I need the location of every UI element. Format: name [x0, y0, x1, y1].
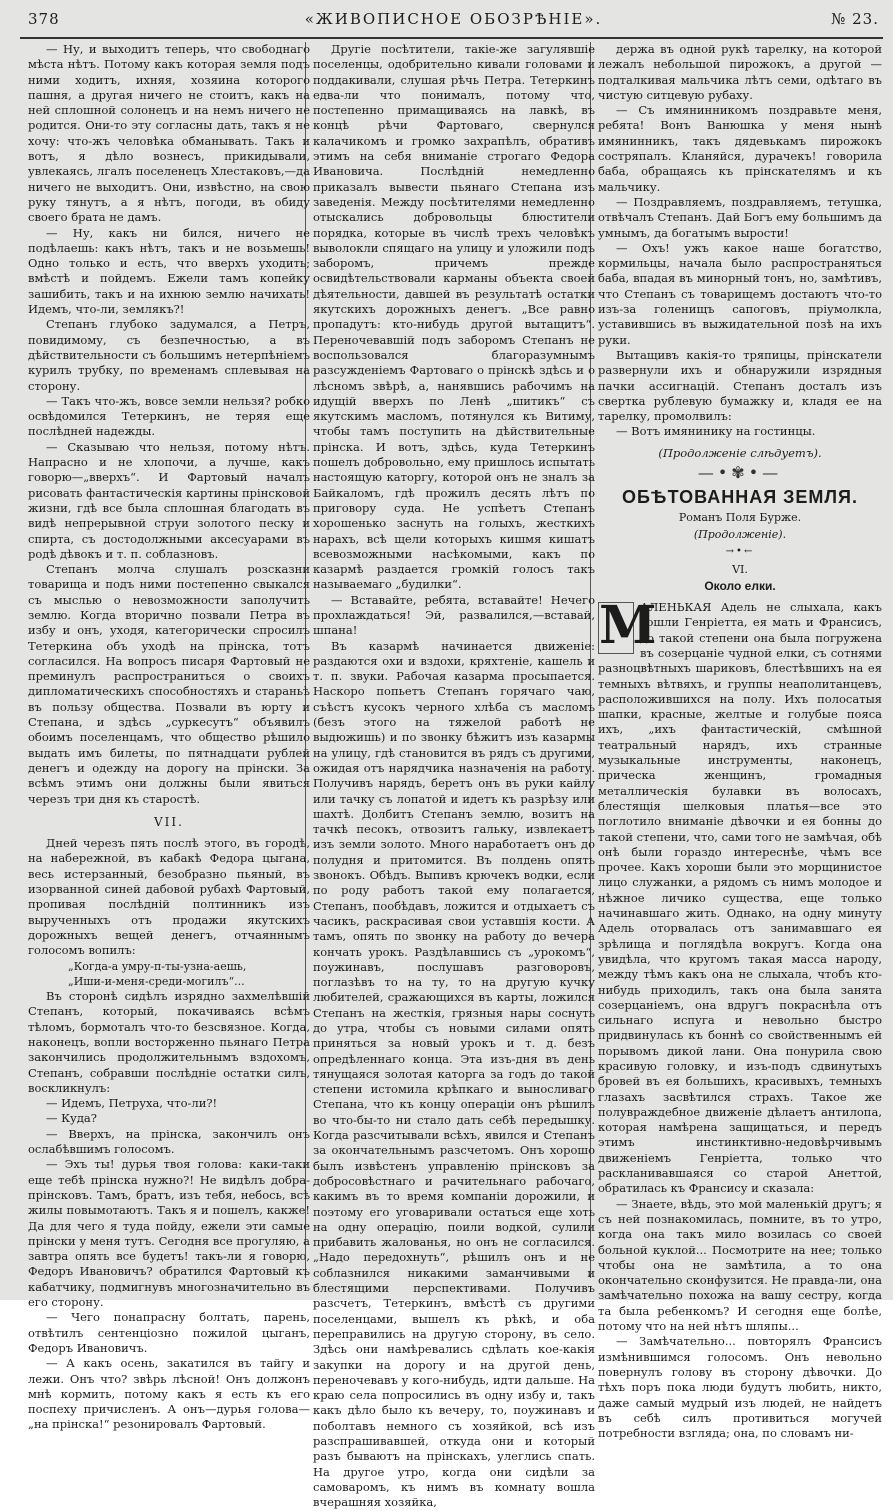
first-word: АЛЕНЬКАЯ: [640, 600, 712, 615]
paragraph: — Ну, и выходитъ теперь, что свободнаго мѣста нѣтъ. Потому какъ которая земля подъ ними ходитъ, ихняя, хозяина которого пашня, а другая ничего не стоитъ, какъ на ней сплошной солонецъ и на немъ ничего не родится. Они-то эту согласны дать, такъ я не хочу: что-жъ человѣка обманывать. Такъ и вотъ, я дѣло вознесъ, прикидывали, увлекаясь, лгалъ поселенецъ Хлестаковъ,—да ничего не выходитъ. Они, извѣстно, на свою руку тянутъ, а я нѣтъ, погоди, въ обиду своего брата не дамъ.: [28, 42, 310, 225]
to-be-continued: (Продолженіе слѣдуетъ).: [658, 445, 822, 460]
paragraph: — Куда?: [46, 1111, 97, 1126]
paragraph: — Такъ что-жъ, вовсе земли нельзя? робко освѣдомился Тетеркинъ, не теряя еще послѣдней надежды.: [28, 393, 310, 439]
novel-first-paragraph: [598, 595, 882, 1197]
paragraph: — Знаете, вѣдь, это мой маленькій другъ; я съ ней познакомилась, помните, въ то утро, когда она такъ мило возилась со своей больной куклой... Посмотрите на нее; только чтобы она не замѣтила, а то она окончательно сконфузится. Не правда-ли, она замѣчательно похожа на вашу сестру, когда та была ребенкомъ? И сегодня еще болѣе, потому что на ней нѣтъ шляпы...: [598, 1196, 882, 1334]
page-number: 378: [28, 10, 60, 28]
column-3: [598, 42, 882, 1441]
paragraph: — Замѣчательно... повторялъ Франсисъ измѣнившимся голосомъ. Онъ невольно повернулъ голову въ сторону дѣвочки. До тѣхъ поръ пока люди будутъ любить, никто, даже самый мудрый изъ людей, не найдетъ въ себѣ силъ противиться могучей потребности взгляда; она, по словамъ ни-: [598, 1334, 882, 1441]
first-paragraph-text: Адель не слыхала, какъ вошли Генріетта, ея мать и Франсисъ, до такой степени она была погружена въ созерцаніе чудной елки, съ сотнями разноцвѣтныхъ шариковъ, блестѣвшихъ на ея темныхъ вѣтвяхъ, и группы неаполитанцевъ, расположившихся на полу. Ихъ полосатыя шапки, красные, желтые и голубые пояса ихъ, „ихъ фантастическій, смѣшной театральный нарядъ, ихъ странные музыкальные инструменты, наконецъ, прическа женщинъ, громадныя металлическія булавки въ волосахъ, блестящія шелковыя платья—все это поглотило вниманіе дѣвочки и ея бонны до такой степени, что, сами того не замѣчая, обѣ онѣ были гораздо интереснѣе, чѣмъ все прочее. Какъ хороши были это морщинистое лицо служанки, а рядомъ съ нимъ молодое и нѣжное личико существа, еще только начинавшаго жить. Однако, на одну минуту Адель оторвалась отъ занимавшаго ея зрѣлища и поглядѣла вокругъ. Когда она увидѣла, что кругомъ такая масса народу, между тѣмъ какъ она не слыхала, чтобъ кто-нибудь приходилъ, такъ она была занята созерцаніемъ, она вдругъ покраснѣла отъ сильнаго испуга и невольно быстро придвинулась къ боннѣ со свойственнымъ ей порывомъ дикой лани. Она понурила свою красивую головку, и изъ-подъ сдвинутыхъ бровей въ ея большихъ, красивыхъ, темныхъ глазахъ засвѣтился страхъ. Такое же полувраждебное движеніе дѣлаетъ антилопа, которая намѣрена защищаться, и передъ этимъ инстинктивно-недовѣрчивымъ движеніемъ Генріетта, только что раскланивавшаяся со старой Анеттой, обратилась къ Франсису и сказала:: [598, 600, 882, 1196]
page-header: [28, 10, 879, 34]
paragraph: — Ну, какъ ни бился, ничего не подѣлаешь: какъ нѣтъ, такъ и не возьмешь! Одно только и есть, что вверхъ уходить; вмѣстѣ и пойдемъ. Ежели тамъ копейку зашибить, такъ и на ихнюю землю начихать! Идемъ, что-ли, землякъ?!: [28, 225, 310, 317]
novel-chapter: VI.: [732, 562, 748, 576]
paragraph: — Съ имянинникомъ поздравьте меня, ребята! Вонъ Ванюшка у меня нынѣ имянинникъ, такъ дядевькамъ пирожокъ состряпалъ. Кланяйся, дурачекъ! говорила баба, обращаясь къ прінскателямъ и къ мальчику.: [598, 103, 882, 194]
magazine-title: «ЖИВОПИСНОЕ ОБОЗРѢНІЕ».: [304, 10, 603, 28]
paragraph: Въ сторонѣ сидѣлъ изрядно захмелѣвшій Степанъ, который, покачиваясь всѣмъ тѣломъ, бормоталъ что-то безсвязное. Когда, наконецъ, вопли восторженно пьянаго Петра закончились продолжительнымъ вздохомъ, Степанъ, собравши послѣдніе остатки силъ, воскликнулъ:: [28, 989, 310, 1095]
header-rule: [20, 37, 883, 39]
drop-cap: М: [599, 595, 657, 657]
novel-continuation: (Продолженіе).: [693, 527, 787, 541]
paragraph: Другіе посѣтители, такіе-же загулявшіе поселенцы, одобрительно кивали головами и поддакивали, слушая рѣчь Петра. Тетеркинъ едва-ли что понималъ, потому что, постепенно примащиваясь на лавкѣ, въ концѣ рѣчи Фартоваго, свернулся калачикомъ и громко захрапѣлъ, обративъ этимъ на себя вниманіе строгаго Федора Ивановича. Послѣдній немедленно приказалъ вывести пьянаго Степана изъ заведенія. Между посѣтителями немедленно отыскались добровольцы блюстители порядка, которые въ числѣ трехъ человѣкъ выволокли спящаго на улицу и уложили подъ заборомъ, причемъ прежде освидѣтельствовали карманы объекта своей дѣятельности, давшей въ результатѣ остатки якутскихъ дорожныхъ денегъ. „Все равно пропадутъ: кто-нибудь другой вытащитъ“. Переночевавшій подъ заборомъ Степанъ не воспользовался благоразумнымъ разсужденіемъ Фартоваго о прінскѣ здѣсь и о лѣсномъ звѣрѣ, а, нанявшись рабочимъ на идущій вверхъ по Ленѣ „шитикъ“ съ якутскимъ масломъ, потянулся къ Витиму, чтобы тамъ поступить на дѣйствительные прінска. И вотъ, здѣсь, куда Тетеркинъ пошелъ добровольно, ему пришлось испытать настоящую каторгу, которой онъ не зналъ за Байкаломъ, гдѣ прожилъ десять лѣтъ по приговору суда. Не успѣетъ Степанъ хорошенько заснуть на голыхъ, жесткихъ нарахъ, всѣ щели которыхъ кишмя кишатъ всевозможными насѣкомыми, какъ по казармѣ раздается громкій голосъ такъ называемаго „будилки“.: [313, 42, 595, 592]
paragraph: — Вотъ имянинику на гостинцы.: [616, 424, 816, 439]
column-2: [313, 42, 595, 1510]
paragraph: Степанъ молча слушалъ розсказни товарища и подъ ними постепенно свыкался съ мыслью о невозможности заполучить землю. Когда вторично позвали Петра въ избу и онъ, уходя, категорически спросилъ Тетеркина объ уходѣ на прінска, тотъ согласился. На вопросъ писаря Фартовый не преминулъ распространиться о своихъ дипломатическихъ способностяхъ и стараньѣ въ пользу общества. Позвали въ юрту и Степана, и здѣсь „суркесутъ“ объявилъ обоимъ поселенцамъ, что общество рѣшило выдать имъ билеты, по пятнадцати рублей денегъ и одежду на дорогу на прінски. За всѣмъ этимъ они должны были явиться черезъ три дня къ старостѣ.: [28, 562, 310, 806]
chapter-heading: VII.: [154, 814, 184, 829]
paragraph: держа въ одной рукѣ тарелку, на которой лежалъ небольшой пирожокъ, а другой — подталкивая мальчика лѣтъ семи, одѣтаго въ чистую ситцевую рубаху.: [598, 42, 882, 102]
paragraph: — Охъ! ужъ какое наше богатство, кормильцы, начала было распространяться баба, впадая въ минорный тонъ, но, замѣтивъ, что Степанъ съ товарищемъ достаютъ что-то изъ-за голенищъ сапоговъ, прiумолкла, уставившись въ выжидательной позѣ на ихъ руки.: [598, 240, 882, 347]
paragraph: Дней черезъ пять послѣ этого, въ городѣ, на набережной, въ кабакѣ Федора цыгана, весь истерзанный, безобразно пьяный, въ изорванной синей дабовой рубахѣ Фартовый, пропивая послѣдній полтинникъ изъ вырученныхъ отъ продажи якутскихъ дорожныхъ вещей денегъ, отчаяннымъ голосомъ вопилъ:: [28, 836, 310, 958]
paragraph: — Поздравляемъ, поздравляемъ, тетушка, отвѣчалъ Степанъ. Дай Богъ ему большимъ да умнымъ, да богатымъ вырости!: [598, 194, 882, 240]
paragraph: Степанъ глубоко задумался, а Петръ, повидимому, съ безпечностью, а въ дѣйствительности съ большимъ нетерпѣніемъ курилъ трубку, по временамъ сплевывая на сторону.: [28, 317, 310, 393]
novel-title: ОБѢТОВАННАЯ ЗЕМЛЯ.: [621, 487, 858, 508]
paragraph: — А какъ осень, закатился въ тайгу и лежи. Онъ что? звѣрь лѣсной! Онъ должонъ мнѣ кормить, потому какъ я есть къ его поспеху причисленъ. А онъ—дурья голова—„на прінска!“ резонировалъ Фартовый.: [28, 1356, 310, 1432]
chapter-subtitle: Около елки.: [704, 578, 776, 593]
column-1: [28, 42, 310, 1432]
small-ornament: →•←: [725, 546, 755, 558]
paragraph: — Эхъ ты! дурья твоя голова: каки-таки еще тебѣ прінска нужно?! Не видѣлъ добра-прінсковъ. Тамъ, братъ, изъ тебя, небось, всѣ жилы повымотаютъ. Такъ я и пошелъ, какже! Да для чего я туда пойду, ежели эти самые прінски у меня тутъ. Сегодня все прогуляю, а завтра опять все будетъ! такъ-ли я говорю, Федоръ Ивановичъ? обратился Фартовый къ кабатчику, подмигнувъ многозначительно въ его сторону.: [28, 1157, 310, 1310]
song-line: „Когда-а умру-п-ты-узна-аешь,: [68, 959, 247, 973]
paragraph: — Вставайте, ребята, вставайте! Нечего прохлаждаться! Эй, развалился,—вставай, шпана!: [313, 592, 595, 638]
ornament-divider: —•✾•—: [697, 463, 783, 483]
paragraph: Въ казармѣ начинается движеніе: раздаются охи и вздохи, кряхтеніе, кашель и т. п. звуки. Рабочая казарма просыпается. Наскоро попьетъ Степанъ горячаго чаю, съѣстъ кусокъ черного хлѣба съ масломъ (безъ этого на тяжелой работѣ не выдюжишь) и по звонку бѣжитъ изъ казармы на улицу, гдѣ становится въ рядъ съ другими, ожидая отъ нарядчика назначенія на работу. Получивъ нарядъ, беретъ онъ въ руки кайлу или тачку съ лопатой и идетъ къ разрѣзу или шахтѣ. Долбитъ Степанъ землю, возитъ на тачкѣ песокъ, отвозитъ гальку, извлекаетъ изъ земли золото. Много наработаетъ онъ до полудня и притомится. Въ полдень опять звонокъ. Обѣдъ. Выпивъ крючекъ водки, если по роду работъ такой ему полагается, Степанъ, пообѣдавъ, ложится и отдыхаетъ съ часикъ, раскрасивая свои уставшія кости. А тамъ, опять по звонку на работу до вечера кончать урокъ. Раздѣлавшись съ „урокомъ“, поужинавъ, послушавъ разговоровъ, поглазѣвъ то на ту, то на другую кучку любителей, сражающихся въ карты, ложился Степанъ на жесткія, грязныя нары соснуть до утра, чтобы съ новыми силами опять приняться за новый урокъ и т. д. безъ опредѣленнаго конца. Эта изъ-дня въ день тянущаяся золотая каторга за годъ до такой степени истомила крѣпкаго и выносливаго Степана, что къ концу операціи онъ рѣшилъ во что-бы-то ни стало дать себѣ передышку. Когда разсчитывали всѣхъ, явился и Степанъ за окончательнымъ разсчетомъ. Онъ хорошо былъ извѣстенъ управленію прінсковъ за добросовѣстнаго и рачительнаго рабочаго, какимъ въ то время компаніи дорожили, и поэтому его уговаривали остаться еще хоть на одну операцію, поили водкой, сулили прибавить жалованья, но онъ не согласился. „Надо передохнуть“, рѣшилъ онъ и не соблазнился никакими заманчивыми и блестящими перспективами. Получивъ разсчетъ, Тетеркинъ, вмѣстѣ съ другими поселенцами, вышелъ къ рѣкѣ, и оба переправились на другую сторону, въ село. Здѣсь они намѣревались сдѣлать кое-какія закупки на дорогу и на другой день, переночевавъ у кого-нибудь, идти дальше. На краю села попросились въ одну избу и, такъ какъ дѣло было къ вечеру, то, поужинавъ и поболтавъ немного съ хозяйкой, всѣ изъ разспрашивавшей, откуда они и который разъ бываютъ на прінскахъ, улеглись спать. На другое утро, когда они сидѣли за самоваромъ, къ нимъ въ комнату вошла вчерашняя хозяйка,: [313, 638, 595, 1510]
paragraph: — Вверхъ, на прінска, закончилъ онъ ослабѣвшимъ голосомъ.: [28, 1126, 310, 1157]
issue-number: № 23.: [831, 10, 879, 28]
novel-author: Романъ Поля Бурже.: [678, 510, 802, 524]
paragraph: — Идемъ, Петруха, что-ли?!: [46, 1096, 218, 1111]
paragraph: Вытащивъ какія-то тряпицы, прінскатели развернули ихъ и обнаружили изрядныя пачки ассигнацій. Степанъ досталъ изъ свертка рублевую бумажку и, кладя ее на тарелку, промолвилъ:: [598, 347, 882, 424]
paragraph: — Чего понапрасну болтать, парень, отвѣтилъ сентенціозно пожилой цыганъ, Федоръ Ивановичъ.: [28, 1310, 310, 1355]
paragraph: — Сказываю что нельзя, потому нѣтъ. Напрасно и не хлопочи, а лучше, какъ говорю—„вверхъ“. И Фартовый началъ рисовать фантастическія картины прінсковой жизни, гдѣ все была сплошная благодать въ видѣ непрерывной струи золотого песку и спирта, съ достодолжными аксесуарами въ родѣ дѣвокъ и т. п. соблазновъ.: [28, 439, 310, 561]
song-line: „Иши-и-меня-среди-могилъ“...: [68, 974, 245, 988]
